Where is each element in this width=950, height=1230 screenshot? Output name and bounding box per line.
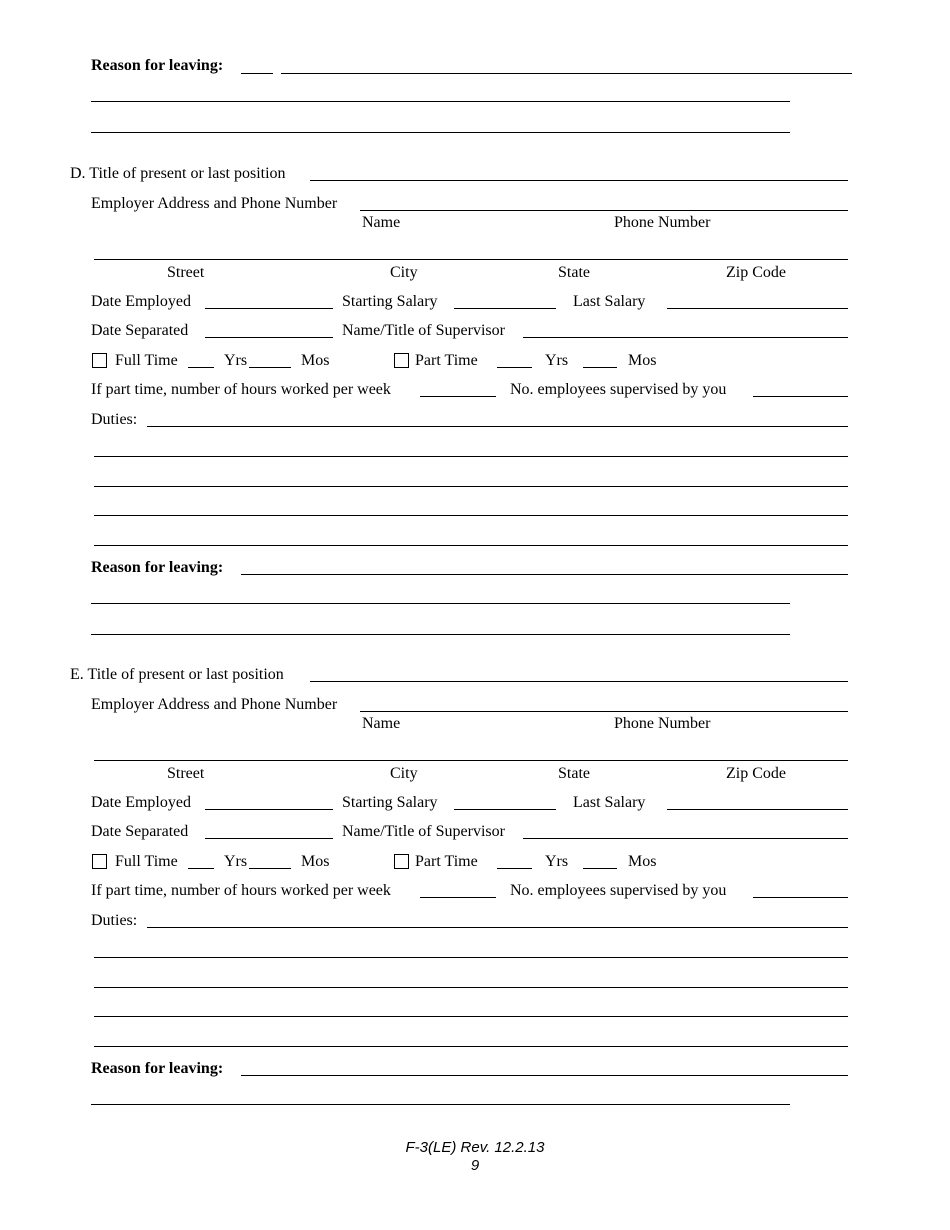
years-label: Yrs — [224, 352, 248, 369]
full-time-checkbox[interactable] — [92, 353, 107, 368]
part-time-checkbox[interactable] — [394, 353, 409, 368]
full-time-checkbox[interactable] — [92, 854, 107, 869]
years-label: Yrs — [545, 853, 569, 870]
supervisor-field[interactable] — [523, 337, 848, 338]
street-caption: Street — [167, 765, 205, 782]
form-id: F-3(LE) Rev. 12.2.13 — [405, 1139, 545, 1156]
zip-caption: Zip Code — [726, 264, 786, 281]
starting-salary-label: Starting Salary — [342, 293, 438, 310]
date-employed-field[interactable] — [205, 809, 333, 810]
city-caption: City — [390, 765, 418, 782]
date-employed-field[interactable] — [205, 308, 333, 309]
employer-name-phone-field[interactable] — [360, 210, 848, 211]
last-salary-field[interactable] — [667, 308, 848, 309]
part-time-months-field[interactable] — [583, 367, 617, 368]
part-time-label: Part Time — [415, 352, 478, 369]
years-label: Yrs — [224, 853, 248, 870]
full-time-years-field[interactable] — [188, 367, 214, 368]
reason-line[interactable] — [91, 132, 790, 133]
employer-label: Employer Address and Phone Number — [91, 195, 338, 212]
part-time-years-field[interactable] — [497, 868, 532, 869]
address-field[interactable] — [94, 760, 848, 761]
employees-supervised-field[interactable] — [753, 897, 848, 898]
title-label: E. Title of present or last position — [70, 666, 284, 683]
last-salary-label: Last Salary — [573, 293, 646, 310]
months-label: Mos — [301, 853, 330, 870]
zip-caption: Zip Code — [726, 765, 786, 782]
duties-label: Duties: — [91, 411, 138, 428]
city-caption: City — [390, 264, 418, 281]
reason-field[interactable] — [241, 1075, 848, 1076]
reason-line[interactable] — [91, 1104, 790, 1105]
hours-per-week-field[interactable] — [420, 396, 496, 397]
full-time-label: Full Time — [115, 352, 178, 369]
part-time-checkbox[interactable] — [394, 854, 409, 869]
full-time-years-field[interactable] — [188, 868, 214, 869]
months-label: Mos — [301, 352, 330, 369]
employees-supervised-label: No. employees supervised by you — [510, 381, 727, 398]
duties-line[interactable] — [94, 515, 848, 516]
reason-line[interactable] — [91, 101, 790, 102]
reason-label: Reason for leaving: — [91, 57, 224, 74]
title-label: D. Title of present or last position — [70, 165, 286, 182]
part-time-label: Part Time — [415, 853, 478, 870]
part-time-years-field[interactable] — [497, 367, 532, 368]
address-field[interactable] — [94, 259, 848, 260]
last-salary-field[interactable] — [667, 809, 848, 810]
full-time-months-field[interactable] — [249, 868, 291, 869]
hours-per-week-field[interactable] — [420, 897, 496, 898]
employees-supervised-field[interactable] — [753, 396, 848, 397]
reason-field[interactable] — [241, 574, 848, 575]
name-caption: Name — [362, 715, 401, 732]
years-label: Yrs — [545, 352, 569, 369]
months-label: Mos — [628, 853, 657, 870]
date-separated-label: Date Separated — [91, 322, 189, 339]
employer-label: Employer Address and Phone Number — [91, 696, 338, 713]
reason-field-short[interactable] — [241, 73, 273, 74]
employer-name-phone-field[interactable] — [360, 711, 848, 712]
phone-caption: Phone Number — [614, 214, 711, 231]
title-field[interactable] — [310, 681, 848, 682]
duties-line[interactable] — [94, 957, 848, 958]
duties-line[interactable] — [94, 987, 848, 988]
duties-line[interactable] — [94, 486, 848, 487]
part-time-months-field[interactable] — [583, 868, 617, 869]
hours-per-week-label: If part time, number of hours worked per week — [91, 882, 391, 899]
title-field[interactable] — [310, 180, 848, 181]
phone-caption: Phone Number — [614, 715, 711, 732]
reason-line[interactable] — [91, 603, 790, 604]
duties-field[interactable] — [147, 927, 848, 928]
months-label: Mos — [628, 352, 657, 369]
date-separated-label: Date Separated — [91, 823, 189, 840]
employees-supervised-label: No. employees supervised by you — [510, 882, 727, 899]
starting-salary-field[interactable] — [454, 809, 556, 810]
date-separated-field[interactable] — [205, 337, 333, 338]
supervisor-field[interactable] — [523, 838, 848, 839]
last-salary-label: Last Salary — [573, 794, 646, 811]
supervisor-label: Name/Title of Supervisor — [342, 823, 505, 840]
reason-field[interactable] — [281, 73, 852, 74]
duties-field[interactable] — [147, 426, 848, 427]
starting-salary-label: Starting Salary — [342, 794, 438, 811]
name-caption: Name — [362, 214, 401, 231]
state-caption: State — [558, 765, 590, 782]
page-number: 9 — [470, 1157, 480, 1174]
street-caption: Street — [167, 264, 205, 281]
starting-salary-field[interactable] — [454, 308, 556, 309]
supervisor-label: Name/Title of Supervisor — [342, 322, 505, 339]
date-employed-label: Date Employed — [91, 794, 191, 811]
reason-line[interactable] — [91, 634, 790, 635]
duties-label: Duties: — [91, 912, 138, 929]
duties-line[interactable] — [94, 545, 848, 546]
date-employed-label: Date Employed — [91, 293, 191, 310]
reason-label: Reason for leaving: — [91, 1060, 224, 1077]
hours-per-week-label: If part time, number of hours worked per week — [91, 381, 391, 398]
reason-label: Reason for leaving: — [91, 559, 224, 576]
full-time-label: Full Time — [115, 853, 178, 870]
duties-line[interactable] — [94, 1046, 848, 1047]
duties-line[interactable] — [94, 456, 848, 457]
duties-line[interactable] — [94, 1016, 848, 1017]
date-separated-field[interactable] — [205, 838, 333, 839]
state-caption: State — [558, 264, 590, 281]
full-time-months-field[interactable] — [249, 367, 291, 368]
